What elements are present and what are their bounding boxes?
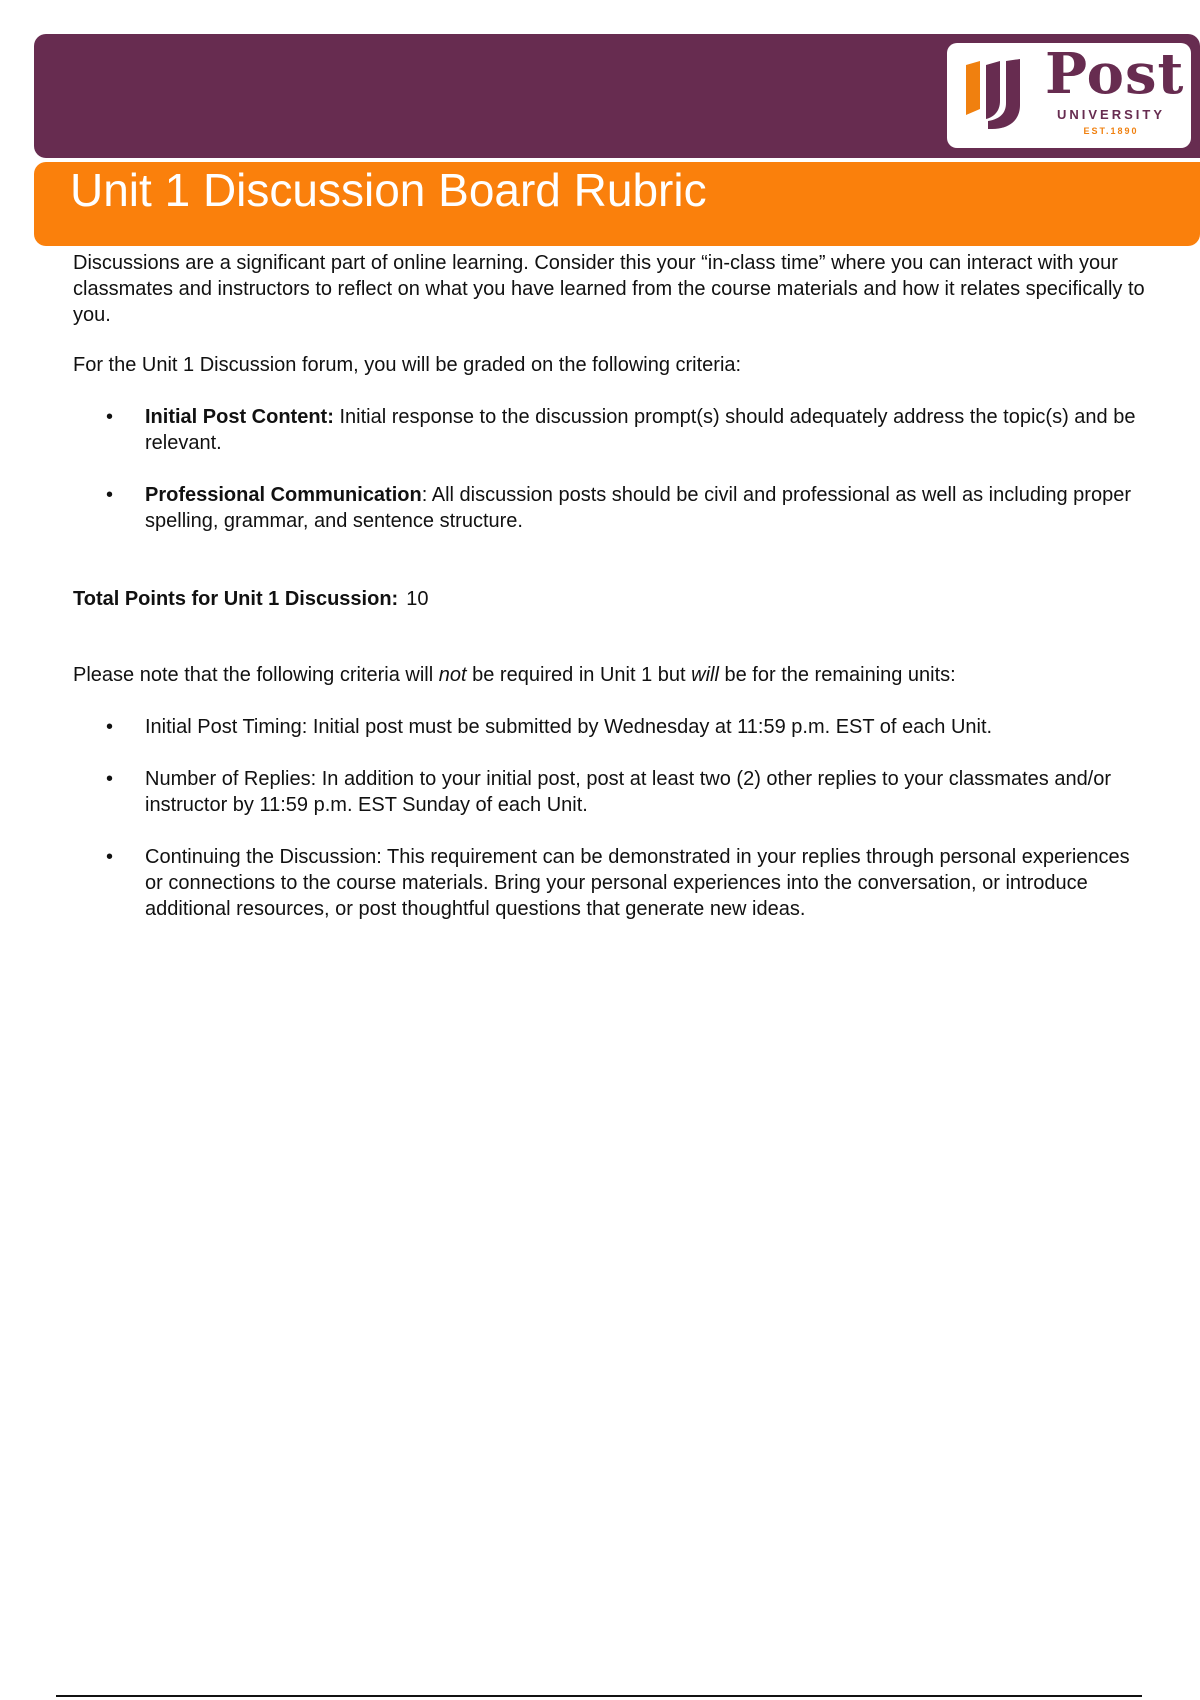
criterion-text: : All discussion posts should be civil and professional as well as including proper spelling, grammar, and sentence structure. [145, 484, 1131, 532]
list-item [73, 766, 1150, 818]
post-university-logo [947, 43, 1191, 148]
list-item [73, 844, 1150, 922]
bullet-icon: • [106, 484, 114, 506]
logo-established: EST.1890 [1083, 126, 1139, 136]
note-emphasis-will: will [691, 664, 719, 686]
criterion-text: Initial Post Timing: Initial post must be submitted by Wednesday at 11:59 p.m. EST of each Unit. [145, 716, 993, 738]
total-points-label: Total Points for Unit 1 Discussion: [73, 588, 399, 610]
total-points-value: 10 [406, 588, 429, 610]
forum-intro-paragraph: For the Unit 1 Discussion forum, you will be graded on the following criteria: [73, 354, 742, 376]
criterion-name: Initial Post Content: [145, 406, 334, 428]
criterion-text: Continuing the Discussion: This requirement can be demonstrated in your replies through personal experiences or connections to the course materials. Bring your personal experiences into the conversation, or introduce additional resources, or post thoughtful questions that generate new ideas. [145, 846, 1130, 920]
bullet-icon: • [106, 768, 114, 790]
title-band [34, 162, 1200, 246]
page-title: Unit 1 Discussion Board Rubric [70, 164, 707, 216]
logo-mark-icon [964, 57, 1026, 131]
bullet-icon: • [106, 716, 114, 738]
bullet-icon: • [106, 846, 114, 868]
logo-subtitle: UNIVERSITY [1056, 107, 1165, 122]
list-item [73, 482, 1150, 534]
footer-divider [56, 1695, 1142, 1697]
total-points [73, 586, 1153, 612]
list-item [73, 714, 1150, 740]
criterion-text: Number of Replies: In addition to your initial post, post at least two (2) other replies to your classmates and/or instructor by 11:59 p.m. EST Sunday of each Unit. [145, 768, 1112, 816]
list-item [73, 404, 1150, 456]
note-text: be required in Unit 1 but [466, 664, 692, 686]
note-paragraph [73, 662, 1153, 688]
criterion-text: Initial response to the discussion prompt(s) should adequately address the topic(s) and be relevant. [145, 406, 1136, 454]
note-text: Please note that the following criteria will [73, 664, 439, 686]
criterion-name: Professional Communication [145, 484, 422, 506]
document-body [73, 250, 1153, 922]
note-text: be for the remaining units: [718, 664, 956, 686]
note-emphasis-not: not [438, 664, 467, 686]
graded-criteria-list [73, 404, 1153, 534]
bullet-icon: • [106, 406, 114, 428]
later-criteria-list [73, 714, 1153, 922]
intro-paragraph: Discussions are a significant part of online learning. Consider this your “in-class time” where you can interact with your classmates and instructors to reflect on what you have learned from the course materials and how it relates specifically to you. [73, 252, 1145, 326]
logo-wordmark: Post [1045, 41, 1185, 107]
